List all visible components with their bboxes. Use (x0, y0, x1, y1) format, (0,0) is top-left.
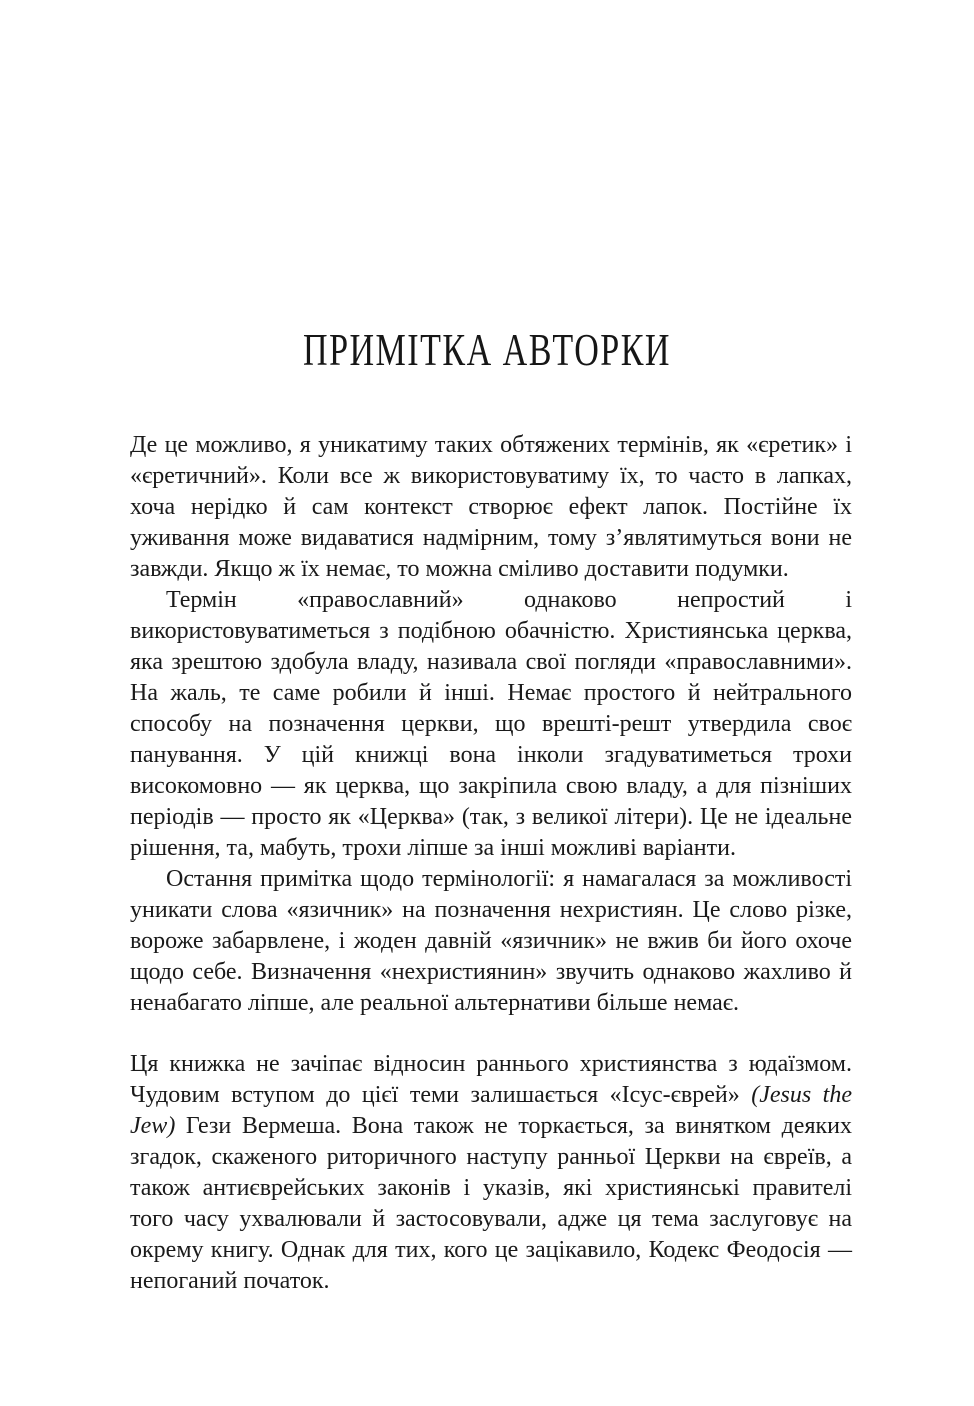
paragraph (130, 864, 852, 1019)
paragraph (130, 585, 852, 864)
paragraph (130, 430, 852, 585)
text-run: Термін «православний» однаково непростий і використовуватиметься з подібною обачністю. Християнська церква, яка зрештою здобула владу, називала свої погляди «православними». На жаль, те саме робили й інші. Немає простого й нейтрального способу на позначення церкви, що врешті-решт утвердила своє панування. У цій книжці вона інколи згадуватиметься трохи високомовно — як церква, що закріпила свою владу, а для пізніших періодів — просто як «Церква» (так, з великої літери). Це не ідеальне рішення, та, мабуть, трохи ліпше за інші можливі варіанти. (130, 587, 852, 861)
page-title: ПРИМІТКА АВТОРКИ (303, 324, 671, 375)
text-run: Ця книжка не зачіпає відносин раннього християнства з юдаїзмом. Чудовим вступом до цієї теми залишається «Ісус-єврей» (130, 1051, 852, 1108)
text-run: Остання примітка щодо термінології: я намагалася за можливості уникати слова «язичник» на позначення нехристиян. Це слово різке, вороже забарвлене, і жоден давній «язичник» не вжив би його охоче щодо себе. Визначення «нехристиянин» звучить однаково жахливо й ненабагато ліпше, але реальної альтернативи більше немає. (130, 866, 852, 1016)
text-run: Гези Вермеша. Вона також не торкається, за винятком деяких згадок, скаженого риторичного наступу ранньої Церкви на євреїв, а також антиєврейських законів і указів, які християнські правителі того часу ухвалювали й застосовували, адже ця тема заслуговує на окрему книгу. Однак для тих, кого це зацікавило, Кодекс Феодосія — непоганий початок. (130, 1113, 852, 1294)
body-text (130, 430, 852, 1297)
italic-run: (Jesus the Jew) (130, 1082, 853, 1139)
paragraph (130, 1049, 852, 1297)
text-run: Де це можливо, я уникатиму таких обтяжених термінів, як «єретик» і «єретичний». Коли все ж використовуватиму їх, то часто в лапках, хоча нерідко й сам контекст створює ефект лапок. Постійне їх уживання може видаватися надмірним, тому з’являтимуться вони не завжди. Якщо ж їх немає, то можна сміливо доставити подумки. (130, 432, 852, 582)
